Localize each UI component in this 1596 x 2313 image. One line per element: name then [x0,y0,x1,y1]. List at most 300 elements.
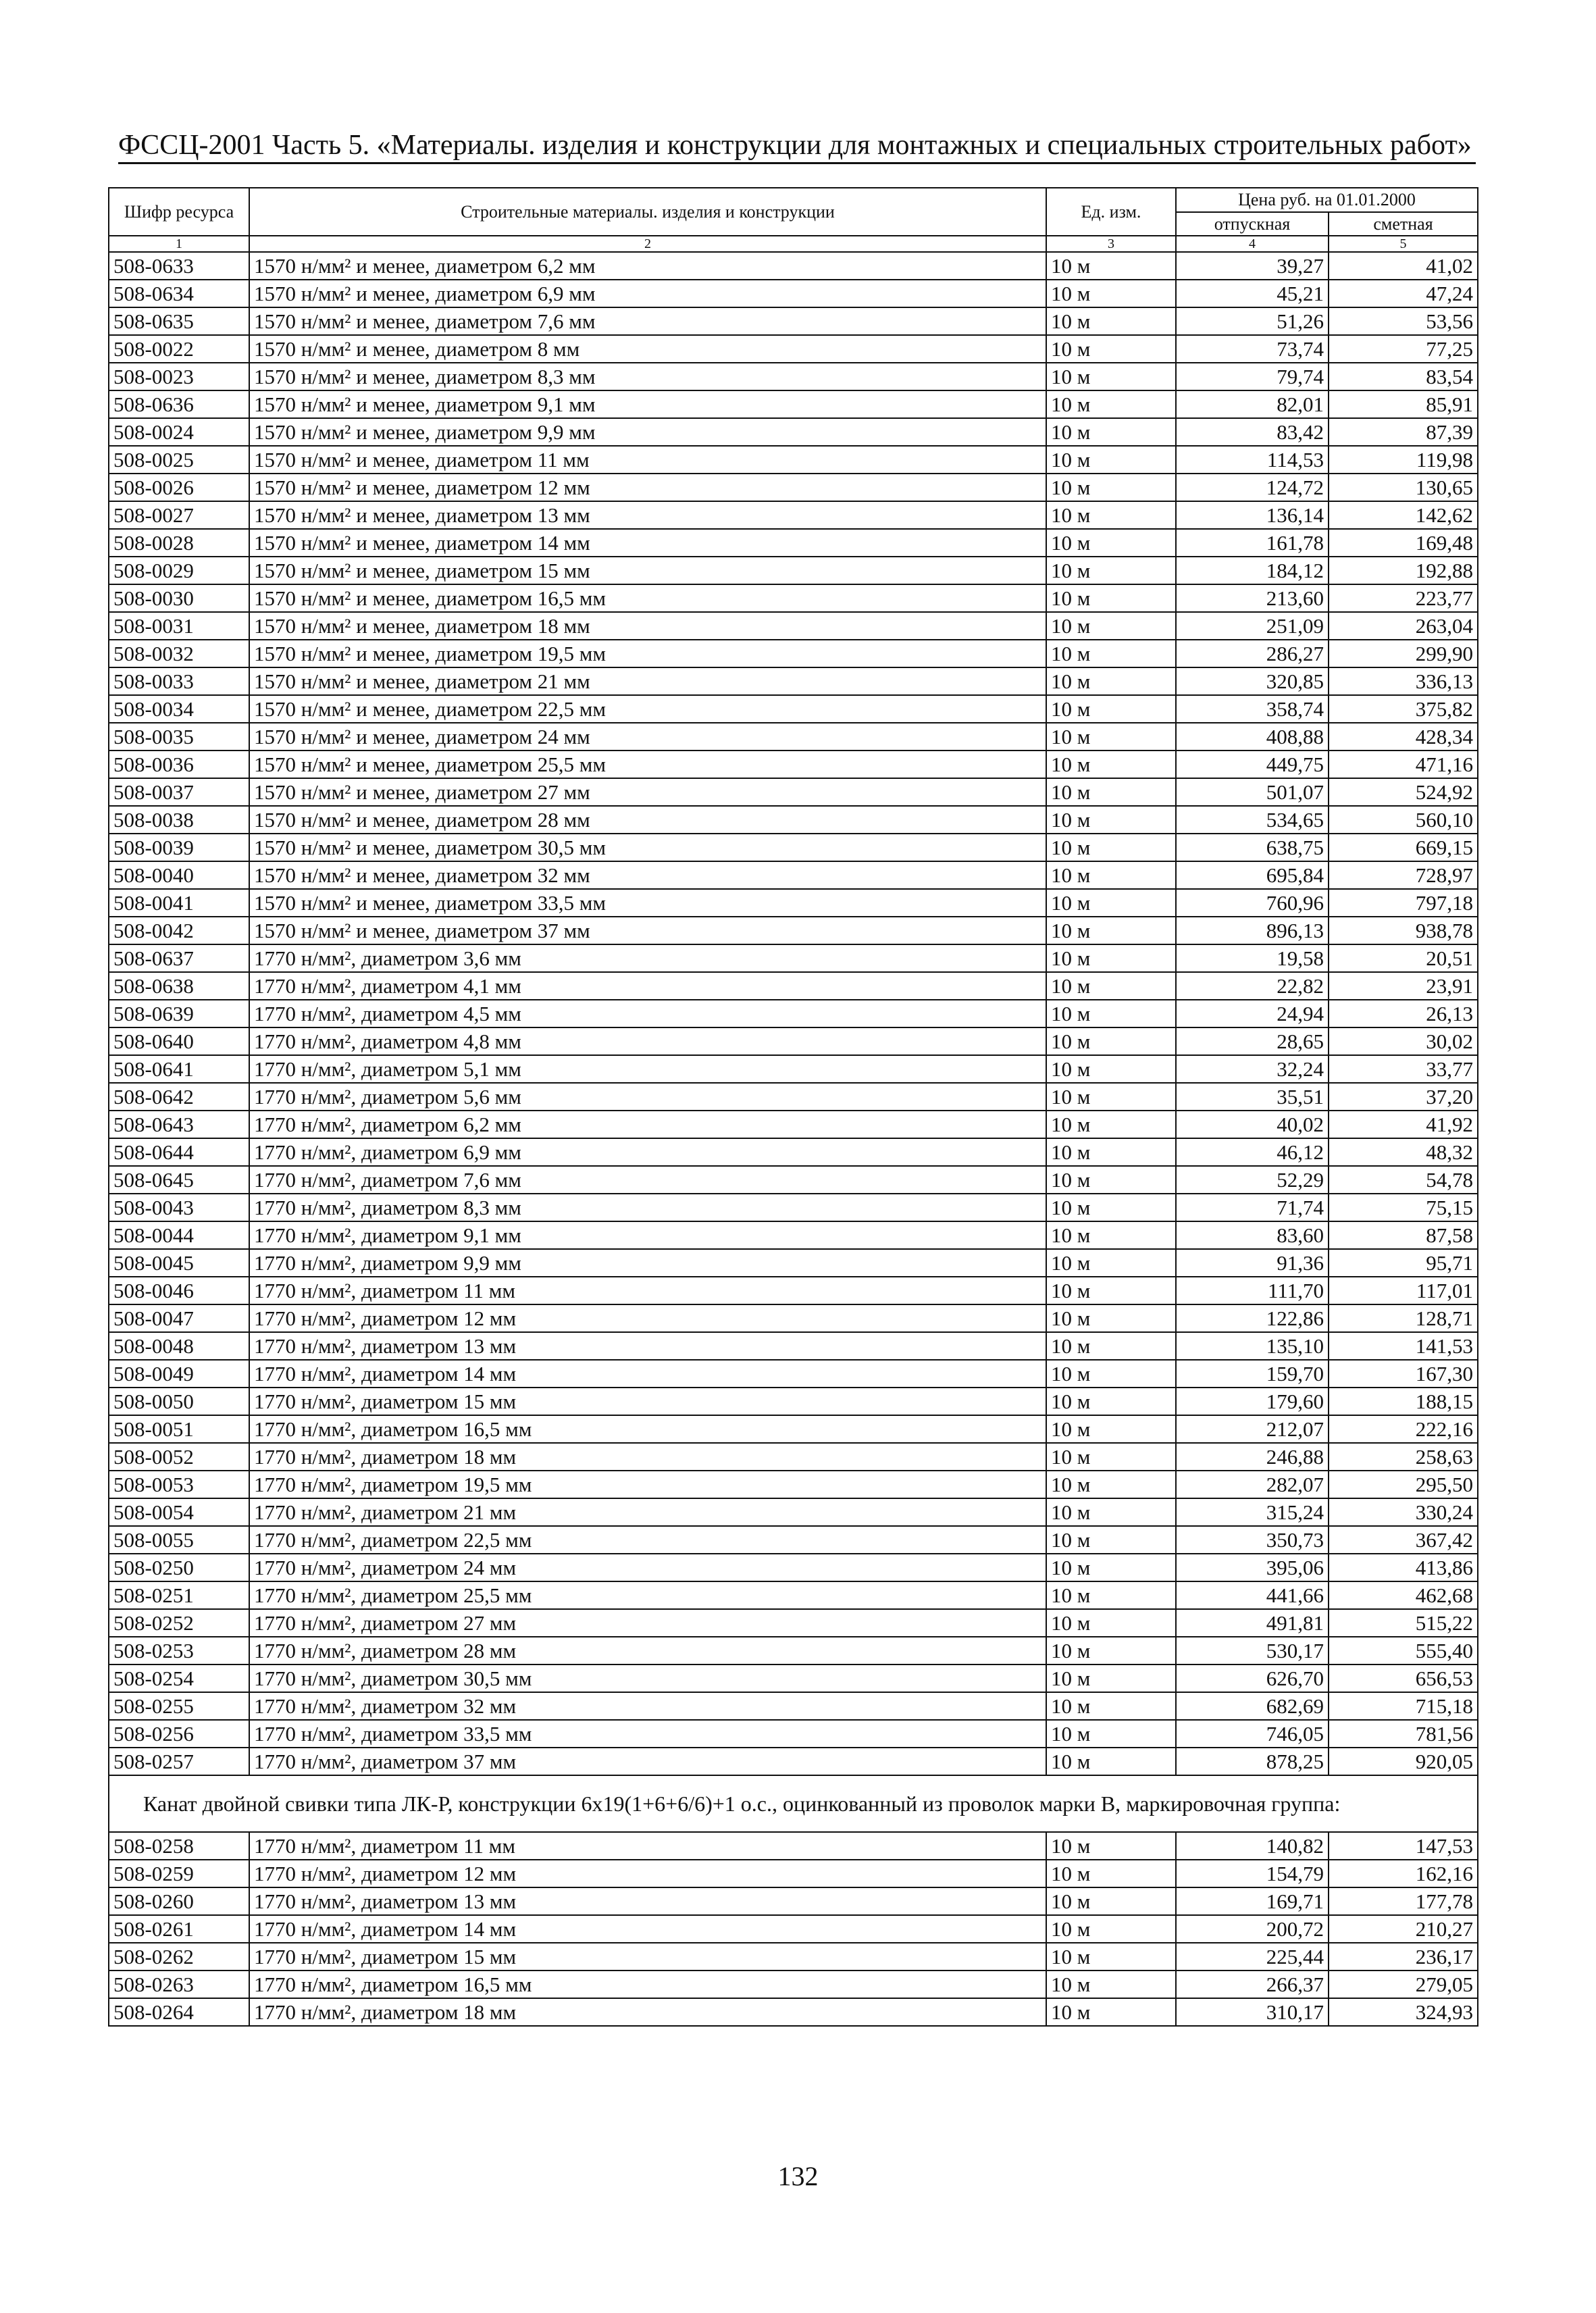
table-row [109,446,1478,474]
material-description: 1770 н/мм², диаметром 21 мм [249,1498,1046,1526]
release-price: 246,88 [1176,1443,1329,1471]
table-row [109,1887,1478,1915]
release-price: 638,75 [1176,834,1329,861]
table-row [109,390,1478,418]
resource-code: 508-0643 [109,1111,249,1138]
estimate-price: 47,24 [1329,280,1478,307]
table-row [109,1415,1478,1443]
unit-of-measure: 10 м [1046,917,1176,944]
material-description: 1570 н/мм² и менее, диаметром 8,3 мм [249,363,1046,390]
resource-code: 508-0032 [109,640,249,667]
release-price: 161,78 [1176,529,1329,557]
unit-of-measure: 10 м [1046,834,1176,861]
table-row [109,834,1478,861]
estimate-price: 560,10 [1329,806,1478,834]
estimate-price: 210,27 [1329,1915,1478,1943]
material-description: 1770 н/мм², диаметром 12 мм [249,1304,1046,1332]
estimate-price: 797,18 [1329,889,1478,917]
release-price: 760,96 [1176,889,1329,917]
table-row [109,1554,1478,1581]
material-description: 1770 н/мм², диаметром 3,6 мм [249,944,1046,972]
estimate-price: 223,77 [1329,584,1478,612]
page-number: 132 [777,2161,819,2191]
material-description: 1770 н/мм², диаметром 22,5 мм [249,1526,1046,1554]
estimate-price: 167,30 [1329,1360,1478,1388]
resource-code: 508-0644 [109,1138,249,1166]
unit-of-measure: 10 м [1046,1443,1176,1471]
unit-of-measure: 10 м [1046,667,1176,695]
material-description: 1770 н/мм², диаметром 16,5 мм [249,1971,1046,1998]
table-row [109,1249,1478,1277]
estimate-price: 87,39 [1329,418,1478,446]
estimate-price: 48,32 [1329,1138,1478,1166]
estimate-price: 30,02 [1329,1027,1478,1055]
material-description: 1570 н/мм² и менее, диаметром 25,5 мм [249,751,1046,778]
table-body-part-2 [109,1832,1478,2026]
estimate-price: 77,25 [1329,335,1478,363]
estimate-price: 23,91 [1329,972,1478,1000]
table-row [109,1664,1478,1692]
unit-of-measure: 10 м [1046,1304,1176,1332]
resource-code: 508-0031 [109,612,249,640]
estimate-price: 299,90 [1329,640,1478,667]
unit-of-measure: 10 м [1046,1581,1176,1609]
release-price: 530,17 [1176,1637,1329,1664]
resource-code: 508-0640 [109,1027,249,1055]
unit-of-measure: 10 м [1046,1998,1176,2026]
table-row [109,861,1478,889]
group-section [109,1775,1478,1832]
resource-code: 508-0024 [109,418,249,446]
resource-code: 508-0036 [109,751,249,778]
table-row [109,1637,1478,1664]
table-row [109,1860,1478,1887]
column-number: 2 [249,236,1046,252]
material-description: 1570 н/мм² и менее, диаметром 18 мм [249,612,1046,640]
estimate-price: 130,65 [1329,474,1478,501]
header-unit: Ед. изм. [1046,188,1176,236]
unit-of-measure: 10 м [1046,1221,1176,1249]
unit-of-measure: 10 м [1046,1609,1176,1637]
material-description: 1770 н/мм², диаметром 7,6 мм [249,1166,1046,1194]
table-row [109,1609,1478,1637]
unit-of-measure: 10 м [1046,1083,1176,1111]
unit-of-measure: 10 м [1046,1000,1176,1027]
resource-code: 508-0259 [109,1860,249,1887]
release-price: 251,09 [1176,612,1329,640]
estimate-price: 330,24 [1329,1498,1478,1526]
release-price: 83,60 [1176,1221,1329,1249]
material-description: 1770 н/мм², диаметром 13 мм [249,1332,1046,1360]
material-description: 1770 н/мм², диаметром 15 мм [249,1943,1046,1971]
unit-of-measure: 10 м [1046,861,1176,889]
estimate-price: 141,53 [1329,1332,1478,1360]
table-row [109,1166,1478,1194]
unit-of-measure: 10 м [1046,1138,1176,1166]
material-description: 1770 н/мм², диаметром 4,8 мм [249,1027,1046,1055]
header-code: Шифр ресурса [109,188,249,236]
table-body-part-1 [109,252,1478,1775]
unit-of-measure: 10 м [1046,1748,1176,1775]
material-description: 1770 н/мм², диаметром 25,5 мм [249,1581,1046,1609]
estimate-price: 236,17 [1329,1943,1478,1971]
table-row [109,1832,1478,1860]
table-row [109,1526,1478,1554]
table-row [109,252,1478,280]
material-description: 1570 н/мм² и менее, диаметром 11 мм [249,446,1046,474]
resource-code: 508-0263 [109,1971,249,1998]
unit-of-measure: 10 м [1046,1832,1176,1860]
release-price: 350,73 [1176,1526,1329,1554]
release-price: 154,79 [1176,1860,1329,1887]
table-row [109,280,1478,307]
resource-code: 508-0255 [109,1692,249,1720]
material-description: 1570 н/мм² и менее, диаметром 24 мм [249,723,1046,751]
release-price: 32,24 [1176,1055,1329,1083]
unit-of-measure: 10 м [1046,1943,1176,1971]
estimate-price: 462,68 [1329,1581,1478,1609]
unit-of-measure: 10 м [1046,307,1176,335]
material-description: 1770 н/мм², диаметром 15 мм [249,1388,1046,1415]
release-price: 73,74 [1176,335,1329,363]
resource-code: 508-0038 [109,806,249,834]
material-description: 1570 н/мм² и менее, диаметром 9,9 мм [249,418,1046,446]
resource-code: 508-0055 [109,1526,249,1554]
release-price: 408,88 [1176,723,1329,751]
table-row [109,501,1478,529]
release-price: 534,65 [1176,806,1329,834]
release-price: 212,07 [1176,1415,1329,1443]
estimate-price: 413,86 [1329,1554,1478,1581]
estimate-price: 263,04 [1329,612,1478,640]
table-row [109,778,1478,806]
material-description: 1570 н/мм² и менее, диаметром 8 мм [249,335,1046,363]
unit-of-measure: 10 м [1046,529,1176,557]
resource-code: 508-0642 [109,1083,249,1111]
table-row [109,751,1478,778]
table-row [109,307,1478,335]
unit-of-measure: 10 м [1046,1915,1176,1943]
table-row [109,944,1478,972]
estimate-price: 222,16 [1329,1415,1478,1443]
release-price: 695,84 [1176,861,1329,889]
release-price: 225,44 [1176,1943,1329,1971]
estimate-price: 119,98 [1329,446,1478,474]
table-row [109,917,1478,944]
table-row [109,723,1478,751]
resource-code: 508-0044 [109,1221,249,1249]
table-row [109,1692,1478,1720]
table-row [109,1388,1478,1415]
unit-of-measure: 10 м [1046,584,1176,612]
material-description: 1570 н/мм² и менее, диаметром 19,5 мм [249,640,1046,667]
unit-of-measure: 10 м [1046,1277,1176,1304]
resource-code: 508-0033 [109,667,249,695]
table-row [109,1083,1478,1111]
resource-code: 508-0042 [109,917,249,944]
release-price: 28,65 [1176,1027,1329,1055]
estimate-price: 75,15 [1329,1194,1478,1221]
estimate-price: 715,18 [1329,1692,1478,1720]
table-row [109,1443,1478,1471]
unit-of-measure: 10 м [1046,501,1176,529]
unit-of-measure: 10 м [1046,1720,1176,1748]
resource-code: 508-0040 [109,861,249,889]
table-row [109,1138,1478,1166]
header-rule [118,162,1476,164]
estimate-price: 53,56 [1329,307,1478,335]
unit-of-measure: 10 м [1046,972,1176,1000]
release-price: 82,01 [1176,390,1329,418]
estimate-price: 728,97 [1329,861,1478,889]
unit-of-measure: 10 м [1046,1554,1176,1581]
release-price: 310,17 [1176,1998,1329,2026]
estimate-price: 128,71 [1329,1304,1478,1332]
material-description: 1770 н/мм², диаметром 37 мм [249,1748,1046,1775]
unit-of-measure: 10 м [1046,474,1176,501]
table-row [109,1720,1478,1748]
unit-of-measure: 10 м [1046,252,1176,280]
header-estimate-price: сметная [1329,212,1478,236]
unit-of-measure: 10 м [1046,778,1176,806]
table-row [109,1748,1478,1775]
resource-code: 508-0050 [109,1388,249,1415]
release-price: 266,37 [1176,1971,1329,1998]
table-row [109,889,1478,917]
material-description: 1770 н/мм², диаметром 11 мм [249,1277,1046,1304]
material-description: 1770 н/мм², диаметром 4,5 мм [249,1000,1046,1027]
material-description: 1570 н/мм² и менее, диаметром 14 мм [249,529,1046,557]
unit-of-measure: 10 м [1046,1111,1176,1138]
estimate-price: 471,16 [1329,751,1478,778]
material-description: 1570 н/мм² и менее, диаметром 9,1 мм [249,390,1046,418]
material-description: 1770 н/мм², диаметром 5,6 мм [249,1083,1046,1111]
resource-code: 508-0633 [109,252,249,280]
release-price: 159,70 [1176,1360,1329,1388]
table-row [109,1471,1478,1498]
resource-code: 508-0645 [109,1166,249,1194]
table-row [109,1360,1478,1388]
estimate-price: 188,15 [1329,1388,1478,1415]
table-row [109,1000,1478,1027]
resource-code: 508-0261 [109,1915,249,1943]
group-heading-row [109,1775,1478,1832]
table-row [109,1304,1478,1332]
resource-code: 508-0049 [109,1360,249,1388]
table-row [109,1027,1478,1055]
table-row [109,584,1478,612]
release-price: 878,25 [1176,1748,1329,1775]
resource-code: 508-0253 [109,1637,249,1664]
column-number: 1 [109,236,249,252]
resource-code: 508-0260 [109,1887,249,1915]
unit-of-measure: 10 м [1046,1027,1176,1055]
material-description: 1570 н/мм² и менее, диаметром 13 мм [249,501,1046,529]
estimate-price: 26,13 [1329,1000,1478,1027]
table-row [109,1915,1478,1943]
table-row [109,1055,1478,1083]
table-row [109,1277,1478,1304]
unit-of-measure: 10 м [1046,751,1176,778]
unit-of-measure: 10 м [1046,557,1176,584]
estimate-price: 33,77 [1329,1055,1478,1083]
release-price: 358,74 [1176,695,1329,723]
release-price: 169,71 [1176,1887,1329,1915]
material-description: 1770 н/мм², диаметром 5,1 мм [249,1055,1046,1083]
release-price: 39,27 [1176,252,1329,280]
unit-of-measure: 10 м [1046,280,1176,307]
estimate-price: 87,58 [1329,1221,1478,1249]
resource-code: 508-0030 [109,584,249,612]
table-row [109,557,1478,584]
material-description: 1770 н/мм², диаметром 6,2 мм [249,1111,1046,1138]
material-description: 1770 н/мм², диаметром 12 мм [249,1860,1046,1887]
estimate-price: 324,93 [1329,1998,1478,2026]
material-description: 1770 н/мм², диаметром 14 мм [249,1915,1046,1943]
estimate-price: 162,16 [1329,1860,1478,1887]
resource-code: 508-0638 [109,972,249,1000]
release-price: 24,94 [1176,1000,1329,1027]
estimate-price: 20,51 [1329,944,1478,972]
resource-code: 508-0023 [109,363,249,390]
unit-of-measure: 10 м [1046,1360,1176,1388]
material-description: 1570 н/мм² и менее, диаметром 30,5 мм [249,834,1046,861]
material-description: 1570 н/мм² и менее, диаметром 12 мм [249,474,1046,501]
release-price: 179,60 [1176,1388,1329,1415]
material-description: 1770 н/мм², диаметром 9,9 мм [249,1249,1046,1277]
resource-code: 508-0635 [109,307,249,335]
unit-of-measure: 10 м [1046,1055,1176,1083]
unit-of-measure: 10 м [1046,1249,1176,1277]
estimate-price: 142,62 [1329,501,1478,529]
resource-code: 508-0046 [109,1277,249,1304]
material-description: 1570 н/мм² и менее, диаметром 33,5 мм [249,889,1046,917]
unit-of-measure: 10 м [1046,363,1176,390]
table-row [109,474,1478,501]
table-row [109,418,1478,446]
release-price: 114,53 [1176,446,1329,474]
unit-of-measure: 10 м [1046,1498,1176,1526]
release-price: 83,42 [1176,418,1329,446]
release-price: 40,02 [1176,1111,1329,1138]
release-price: 449,75 [1176,751,1329,778]
release-price: 22,82 [1176,972,1329,1000]
resource-code: 508-0054 [109,1498,249,1526]
table-row [109,667,1478,695]
unit-of-measure: 10 м [1046,640,1176,667]
resource-code: 508-0634 [109,280,249,307]
material-description: 1770 н/мм², диаметром 18 мм [249,1443,1046,1471]
release-price: 213,60 [1176,584,1329,612]
header-name: Строительные материалы. изделия и конструкции [249,188,1046,236]
release-price: 746,05 [1176,1720,1329,1748]
unit-of-measure: 10 м [1046,1887,1176,1915]
estimate-price: 169,48 [1329,529,1478,557]
resource-code: 508-0639 [109,1000,249,1027]
unit-of-measure: 10 м [1046,1637,1176,1664]
unit-of-measure: 10 м [1046,806,1176,834]
unit-of-measure: 10 м [1046,944,1176,972]
material-description: 1570 н/мм² и менее, диаметром 21 мм [249,667,1046,695]
estimate-price: 279,05 [1329,1971,1478,1998]
unit-of-measure: 10 м [1046,695,1176,723]
resource-code: 508-0251 [109,1581,249,1609]
material-description: 1570 н/мм² и менее, диаметром 37 мм [249,917,1046,944]
table-row [109,1332,1478,1360]
material-description: 1770 н/мм², диаметром 11 мм [249,1832,1046,1860]
table-row [109,1581,1478,1609]
estimate-price: 367,42 [1329,1526,1478,1554]
unit-of-measure: 10 м [1046,335,1176,363]
release-price: 71,74 [1176,1194,1329,1221]
resource-code: 508-0052 [109,1443,249,1471]
material-description: 1770 н/мм², диаметром 30,5 мм [249,1664,1046,1692]
material-description: 1770 н/мм², диаметром 9,1 мм [249,1221,1046,1249]
estimate-price: 920,05 [1329,1748,1478,1775]
header-price: Цена руб. на 01.01.2000 [1176,188,1478,212]
estimate-price: 117,01 [1329,1277,1478,1304]
estimate-price: 41,92 [1329,1111,1478,1138]
group-heading: Канат двойной свивки типа ЛК-Р, конструкции 6х19(1+6+6/6)+1 о.с., оцинкованный из проволок марки В, маркировочная группа: [109,1775,1478,1832]
resource-code: 508-0048 [109,1332,249,1360]
material-description: 1570 н/мм² и менее, диаметром 28 мм [249,806,1046,834]
table-row [109,1111,1478,1138]
resource-code: 508-0264 [109,1998,249,2026]
release-price: 46,12 [1176,1138,1329,1166]
release-price: 51,26 [1176,307,1329,335]
unit-of-measure: 10 м [1046,1860,1176,1887]
resource-code: 508-0636 [109,390,249,418]
release-price: 395,06 [1176,1554,1329,1581]
resource-code: 508-0254 [109,1664,249,1692]
resource-code: 508-0053 [109,1471,249,1498]
table-row [109,335,1478,363]
material-description: 1570 н/мм² и менее, диаметром 27 мм [249,778,1046,806]
header-release-price: отпускная [1176,212,1329,236]
resource-code: 508-0262 [109,1943,249,1971]
material-description: 1770 н/мм², диаметром 24 мм [249,1554,1046,1581]
release-price: 140,82 [1176,1832,1329,1860]
material-description: 1770 н/мм², диаметром 33,5 мм [249,1720,1046,1748]
column-number: 4 [1176,236,1329,252]
material-description: 1570 н/мм² и менее, диаметром 32 мм [249,861,1046,889]
estimate-price: 781,56 [1329,1720,1478,1748]
estimate-price: 83,54 [1329,363,1478,390]
material-description: 1770 н/мм², диаметром 8,3 мм [249,1194,1046,1221]
release-price: 52,29 [1176,1166,1329,1194]
table-row [109,1498,1478,1526]
estimate-price: 515,22 [1329,1609,1478,1637]
material-description: 1770 н/мм², диаметром 16,5 мм [249,1415,1046,1443]
estimate-price: 177,78 [1329,1887,1478,1915]
release-price: 35,51 [1176,1083,1329,1111]
release-price: 200,72 [1176,1915,1329,1943]
release-price: 441,66 [1176,1581,1329,1609]
unit-of-measure: 10 м [1046,390,1176,418]
material-description: 1770 н/мм², диаметром 14 мм [249,1360,1046,1388]
material-description: 1770 н/мм², диаметром 28 мм [249,1637,1046,1664]
material-description: 1770 н/мм², диаметром 19,5 мм [249,1471,1046,1498]
table-row [109,1998,1478,2026]
material-description: 1570 н/мм² и менее, диаметром 16,5 мм [249,584,1046,612]
resource-code: 508-0257 [109,1748,249,1775]
material-description: 1570 н/мм² и менее, диаметром 22,5 мм [249,695,1046,723]
estimate-price: 375,82 [1329,695,1478,723]
table-row [109,695,1478,723]
material-description: 1570 н/мм² и менее, диаметром 7,6 мм [249,307,1046,335]
estimate-price: 37,20 [1329,1083,1478,1111]
resource-code: 508-0250 [109,1554,249,1581]
